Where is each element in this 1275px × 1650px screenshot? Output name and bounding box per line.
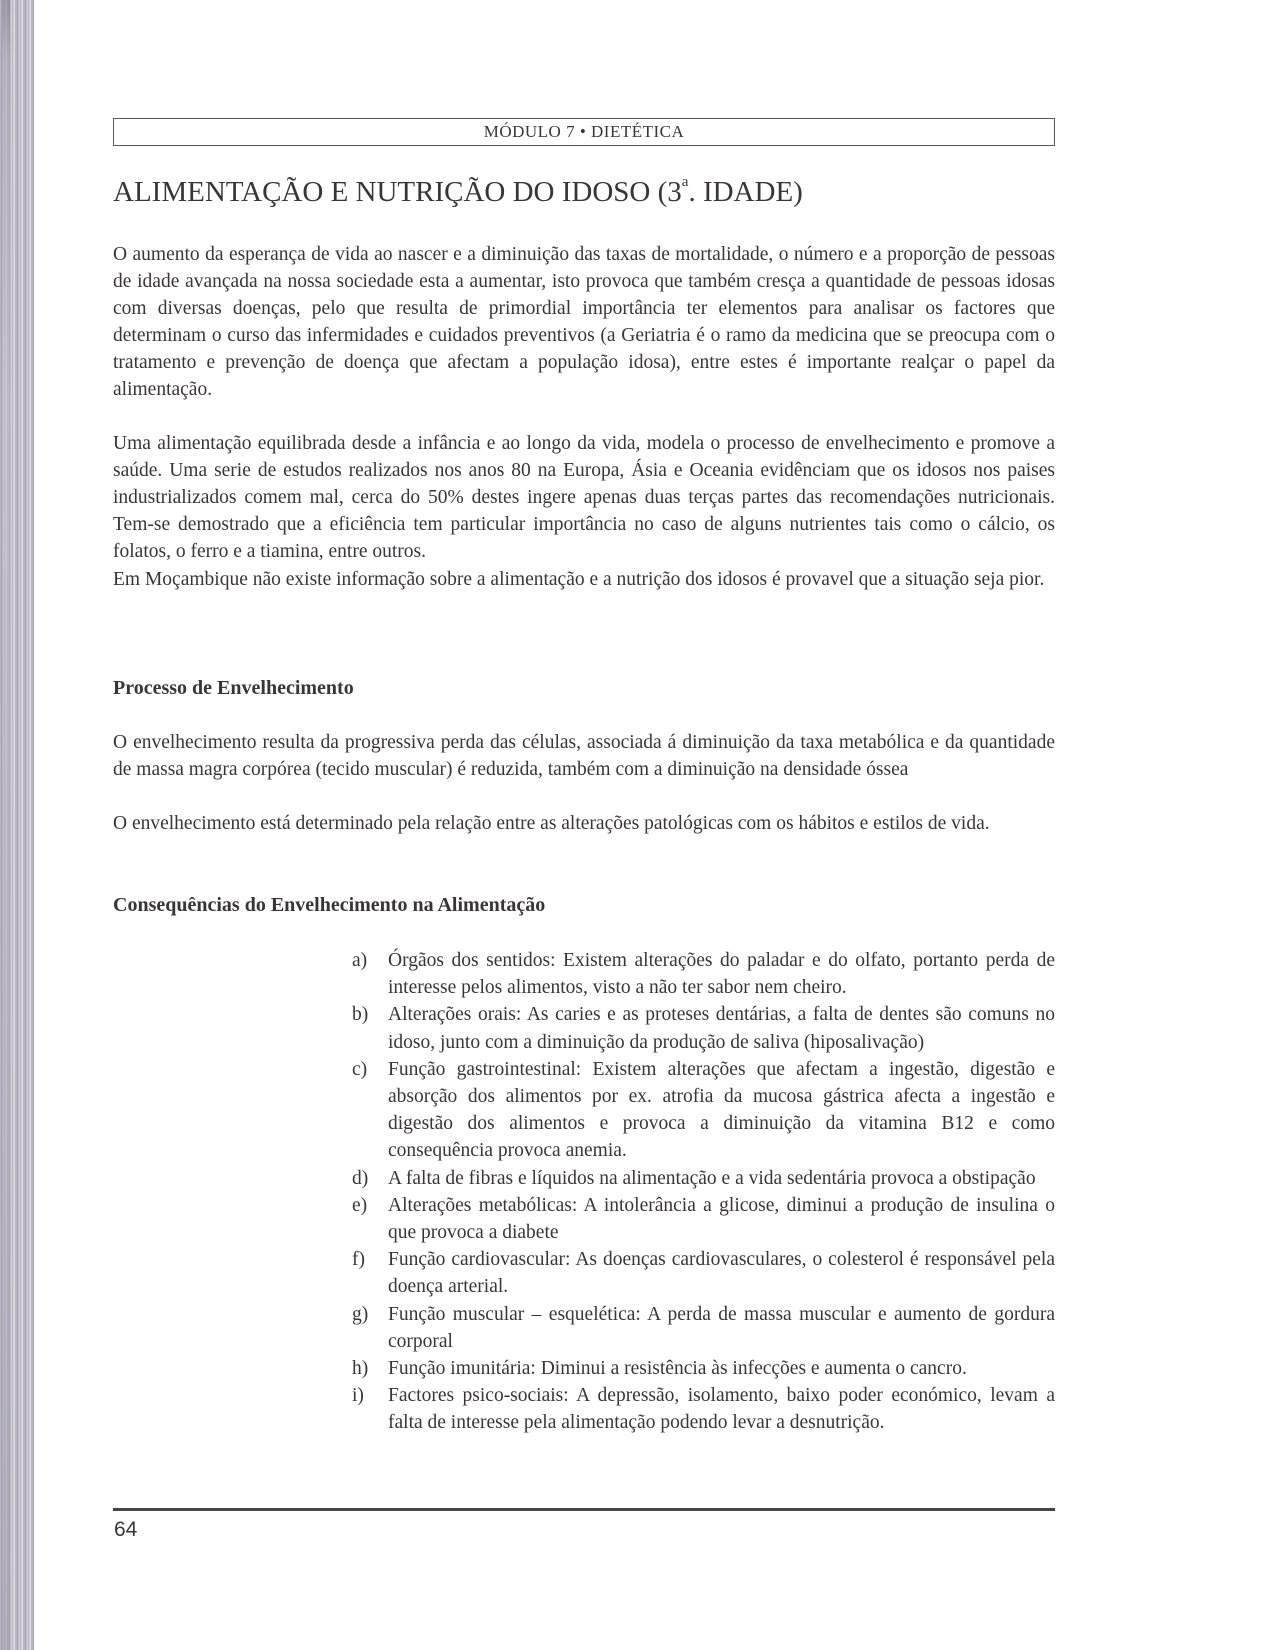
list-item xyxy=(352,1246,1055,1300)
mozambique-paragraph: Em Moçambique não existe informação sobre a alimentação e a nutrição dos idosos é provavel que a situação seja pior. xyxy=(113,569,1045,590)
list-marker: b) xyxy=(352,1004,369,1026)
list-item xyxy=(352,1001,1055,1055)
section-heading-consequences: Consequências do Envelhecimento na Alimentação xyxy=(113,894,546,916)
aging-paragraph-1: O envelhecimento resulta da progressiva perda das células, associada á diminuição da taxa metabólica e da quantidade de massa magra corpórea (tecido muscular) é reduzida, também com a diminuição na densidade óssea xyxy=(113,732,1055,781)
title-end: . IDADE) xyxy=(688,176,803,208)
list-marker: f) xyxy=(352,1249,365,1271)
scanned-binding-edge xyxy=(0,0,34,1650)
list-item xyxy=(352,1056,1055,1165)
list-item xyxy=(352,947,1055,1001)
title-ordinal: a xyxy=(681,174,689,190)
list-item xyxy=(352,1355,1055,1382)
list-item-text: Função cardiovascular: As doenças cardiovasculares, o colesterol é responsável pela doença arterial. xyxy=(388,1249,1055,1298)
list-marker: h) xyxy=(352,1358,369,1380)
running-header-text: MÓDULO 7 • DIETÉTICA xyxy=(483,122,685,141)
section-heading-aging: Processo de Envelhecimento xyxy=(113,677,354,699)
list-item-text: Órgãos dos sentidos: Existem alterações do paladar e do olfato, portanto perda de interesse pelos alimentos, visto a não ter sabor nem cheiro. xyxy=(388,950,1055,999)
second-paragraph: Uma alimentação equilibrada desde a infância e ao longo da vida, modela o processo de envelhecimento e promove a saúde. Uma serie de estudos realizados nos anos 80 na Europa, Ásia e Oceania evidênciam que os idosos nos paises industrializados comem mal, cerca do 50% destes ingere apenas duas terças partes das recomendações nutricionais. Tem-se demostrado que a eficiência tem particular importância no caso de alguns nutrientes tais como o cálcio, os folatos, o ferro e a tiamina, entre outros. xyxy=(113,433,1055,563)
list-item xyxy=(352,1165,1055,1192)
list-item xyxy=(352,1382,1055,1436)
list-marker: e) xyxy=(352,1194,368,1216)
consequences-list xyxy=(352,947,1055,1437)
list-item-text: Função muscular – esquelética: A perda de massa muscular e aumento de gordura corporal xyxy=(388,1303,1055,1352)
footer-rule xyxy=(113,1508,1055,1511)
list-item-text: Alterações metabólicas: A intolerância a glicose, diminui a produção de insulina o que provoca a diabete xyxy=(388,1194,1055,1244)
list-marker: d) xyxy=(352,1167,369,1189)
aging-paragraph-2: O envelhecimento está determinado pela relação entre as alterações patológicas com os hábitos e estilos de vida. xyxy=(113,813,990,834)
title-main: ALIMENTAÇÃO E NUTRIÇÃO DO IDOSO (3 xyxy=(113,176,682,208)
list-item-text: Função imunitária: Diminui a resistência às infecções e aumenta o cancro. xyxy=(388,1358,967,1380)
list-item xyxy=(352,1301,1055,1355)
page-title xyxy=(113,176,803,209)
intro-paragraph: O aumento da esperança de vida ao nascer e a diminuição das taxas de mortalidade, o número e a proporção de pessoas de idade avançada na nossa sociedade esta a aumentar, isto provoca que também cresça a quantidade de pessoas idosas com diversas doenças, pelo que resulta de primordial importância ter elementos para analisar os factores que determinam o curso das infermidades e cuidados preventivos (a Geriatria é o ramo da medicina que se preocupa com o tratamento e prevenção de doença que afectam a população idosa), entre estes é importante realçar o papel da alimentação. xyxy=(113,244,1055,401)
list-marker: a) xyxy=(352,950,368,971)
list-marker: i) xyxy=(352,1385,364,1407)
list-item-text: Factores psico-sociais: A depressão, isolamento, baixo poder económico, levam a falta de interesse pela alimentação podendo levar a desnutrição. xyxy=(388,1385,1055,1434)
list-item-text: Função gastrointestinal: Existem alterações que afectam a ingestão, digestão e absorção dos alimentos por ex. atrofia da mucosa gástrica afecta a ingestão e digestão dos alimentos e provoca a diminuição da vitamina B12 e como consequência provoca anemia. xyxy=(388,1058,1055,1162)
page-number: 64 xyxy=(114,1518,138,1541)
list-item xyxy=(352,1192,1055,1246)
list-item-text: A falta de fibras e líquidos na alimentação e a vida sedentária provoca a obstipação xyxy=(388,1167,1036,1189)
list-item-text: Alterações orais: As caries e as proteses dentárias, a falta de dentes são comuns no idoso, junto com a diminuição da produção de saliva (hiposalivação) xyxy=(388,1004,1055,1053)
running-header xyxy=(113,118,1055,146)
list-marker: c) xyxy=(352,1058,368,1080)
list-marker: g) xyxy=(352,1303,369,1325)
